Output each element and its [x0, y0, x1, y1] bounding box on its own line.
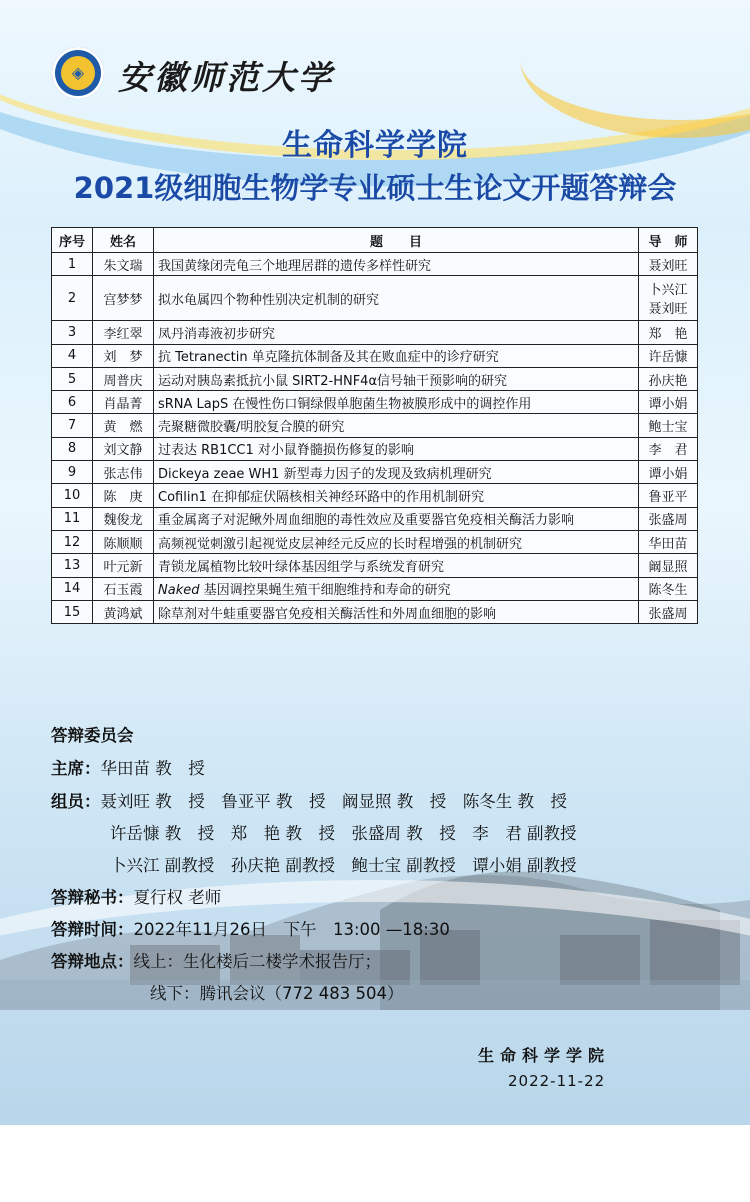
row-number: 3: [52, 321, 93, 344]
advisor-name: 卜兴江: [648, 283, 688, 299]
members-label: 组员：: [51, 792, 101, 811]
thesis-title-cell: [154, 577, 639, 600]
row-number: 7: [52, 414, 93, 437]
time-line: [51, 916, 450, 940]
advisor-name: 谭小娟: [639, 391, 698, 414]
advisor-name: 阚显照: [639, 554, 698, 577]
secretary-value: 夏行权 老师: [133, 888, 222, 907]
student-name: 陈顺顺: [93, 530, 154, 553]
table-row: [52, 530, 698, 553]
column-header-advisor: 导 师: [639, 228, 698, 253]
student-name: 叶元新: [93, 554, 154, 577]
table-row: [52, 344, 698, 367]
student-name: 宫梦梦: [93, 276, 154, 321]
column-header-number: 序号: [52, 228, 93, 253]
thesis-title: Cofilin1 在抑郁症伏隔核相关神经环路中的作用机制研究: [154, 484, 639, 507]
student-name: 肖晶菁: [93, 391, 154, 414]
time-value: 2022年11月26日 下午 13:00 —18:30: [133, 920, 450, 939]
student-name: 朱文瑞: [93, 253, 154, 276]
row-number: 6: [52, 391, 93, 414]
chair-value: 华田苗 教 授: [100, 759, 205, 778]
place-line: [51, 948, 381, 972]
advisor-name: 华田苗: [639, 530, 698, 553]
committee-heading: 答辩委员会: [51, 726, 134, 745]
committee-chair-line: [51, 755, 205, 779]
thesis-title: 青锁龙属植物比较叶绿体基因组学与系统发育研究: [154, 554, 639, 577]
page-title: 生命科学学院: [282, 128, 468, 163]
column-header-name: 姓名: [93, 228, 154, 253]
thesis-title: 高频视觉刺激引起视觉皮层神经元反应的长时程增强的机制研究: [154, 530, 639, 553]
advisor-name: 许岳慷: [639, 344, 698, 367]
student-name: 周普庆: [93, 367, 154, 390]
table-row: [52, 391, 698, 414]
table-row: [52, 461, 698, 484]
members-row-1: 聂刘旺 教 授 鲁亚平 教 授 阚显照 教 授 陈冬生 教 授: [100, 792, 567, 811]
members-row-2: 许岳慷 教 授 郑 艳 教 授 张盛周 教 授 李 君 副教授: [110, 824, 577, 843]
student-name: 陈 庚: [93, 484, 154, 507]
thesis-title: 运动对胰岛素抵抗小鼠 SIRT2-HNF4α信号轴干预影响的研究: [154, 367, 639, 390]
student-name: 刘文静: [93, 437, 154, 460]
thesis-title: 抗 Tetranectin 单克隆抗体制备及其在败血症中的诊疗研究: [154, 344, 639, 367]
student-name: 黄鸿斌: [93, 600, 154, 623]
student-name: 石玉霞: [93, 577, 154, 600]
row-number: 5: [52, 367, 93, 390]
time-label: 答辩时间：: [51, 920, 134, 939]
advisor-cell: [639, 276, 698, 321]
thesis-title: 凤丹消毒液初步研究: [154, 321, 639, 344]
committee-members-line: [51, 788, 567, 812]
advisor-name: 郑 艳: [639, 321, 698, 344]
advisor-name: 张盛周: [639, 507, 698, 530]
student-name: 李红翠: [93, 321, 154, 344]
row-number: 2: [52, 276, 93, 321]
page-subtitle: 2021级细胞生物学专业硕士生论文开题答辩会: [73, 171, 677, 205]
table-row: [52, 437, 698, 460]
advisor-name: 鲁亚平: [639, 484, 698, 507]
thesis-title: 除草剂对牛蛙重要器官免疫相关酶活性和外周血细胞的影响: [154, 600, 639, 623]
student-name: 魏俊龙: [93, 507, 154, 530]
issue-date: 2022-11-22: [508, 1072, 606, 1090]
thesis-title: 过表达 RB1CC1 对小鼠脊髓损伤修复的影响: [154, 437, 639, 460]
thesis-title: 重金属离子对泥鳅外周血细胞的毒性效应及重要器官免疫相关酶活力影响: [154, 507, 639, 530]
table-row: [52, 321, 698, 344]
row-number: 12: [52, 530, 93, 553]
advisor-name: 鲍士宝: [639, 414, 698, 437]
advisor-name: 聂刘旺: [648, 302, 688, 318]
issuing-organization: 生命科学学院: [478, 1046, 611, 1065]
row-number: 14: [52, 577, 93, 600]
row-number: 9: [52, 461, 93, 484]
advisor-name: 李 君: [639, 437, 698, 460]
university-name: 安徽师范大学: [118, 58, 334, 97]
thesis-title: 基因调控果蝇生殖干细胞维持和寿命的研究: [199, 583, 451, 599]
thesis-title: 拟水龟属四个物种性别决定机制的研究: [154, 276, 639, 321]
advisor-name: 孙庆艳: [639, 367, 698, 390]
chair-label: 主席：: [51, 759, 101, 778]
table-row: [52, 507, 698, 530]
row-number: 4: [52, 344, 93, 367]
thesis-title: Dickeya zeae WH1 新型毒力因子的发现及致病机理研究: [154, 461, 639, 484]
place-offline: 线下：腾讯会议（772 483 504）: [150, 984, 404, 1003]
secretary-label: 答辩秘书：: [51, 888, 134, 907]
row-number: 15: [52, 600, 93, 623]
thesis-title: sRNA LapS 在慢性伤口铜绿假单胞菌生物被膜形成中的调控作用: [154, 391, 639, 414]
secretary-line: [51, 884, 221, 908]
table-row: [52, 276, 698, 321]
student-schedule-table: [51, 227, 698, 624]
advisor-name: 张盛周: [639, 600, 698, 623]
column-header-title: 题 目: [154, 228, 639, 253]
advisor-name: 陈冬生: [639, 577, 698, 600]
table-row: [52, 253, 698, 276]
advisor-name: 聂刘旺: [639, 253, 698, 276]
table-row: [52, 367, 698, 390]
table-row: [52, 484, 698, 507]
student-name: 张志伟: [93, 461, 154, 484]
members-row-3: 卜兴江 副教授 孙庆艳 副教授 鲍士宝 副教授 谭小娟 副教授: [110, 856, 577, 875]
row-number: 1: [52, 253, 93, 276]
thesis-title: 我国黄缘闭壳龟三个地理居群的遗传多样性研究: [154, 253, 639, 276]
table-row: [52, 414, 698, 437]
row-number: 11: [52, 507, 93, 530]
advisor-name: 谭小娟: [639, 461, 698, 484]
table-header-row: [52, 228, 698, 253]
university-seal-icon: ◈: [52, 47, 104, 99]
student-name: 刘 梦: [93, 344, 154, 367]
student-name: 黄 燃: [93, 414, 154, 437]
row-number: 10: [52, 484, 93, 507]
row-number: 8: [52, 437, 93, 460]
table-row: [52, 554, 698, 577]
thesis-title-italic: Naked: [158, 583, 200, 599]
place-label: 答辩地点：: [51, 952, 134, 971]
table-row: [52, 577, 698, 600]
thesis-title: 壳聚糖微胶囊/明胶复合膜的研究: [154, 414, 639, 437]
place-online: 线上：生化楼后二楼学术报告厅；: [133, 952, 381, 971]
table-row: [52, 600, 698, 623]
row-number: 13: [52, 554, 93, 577]
